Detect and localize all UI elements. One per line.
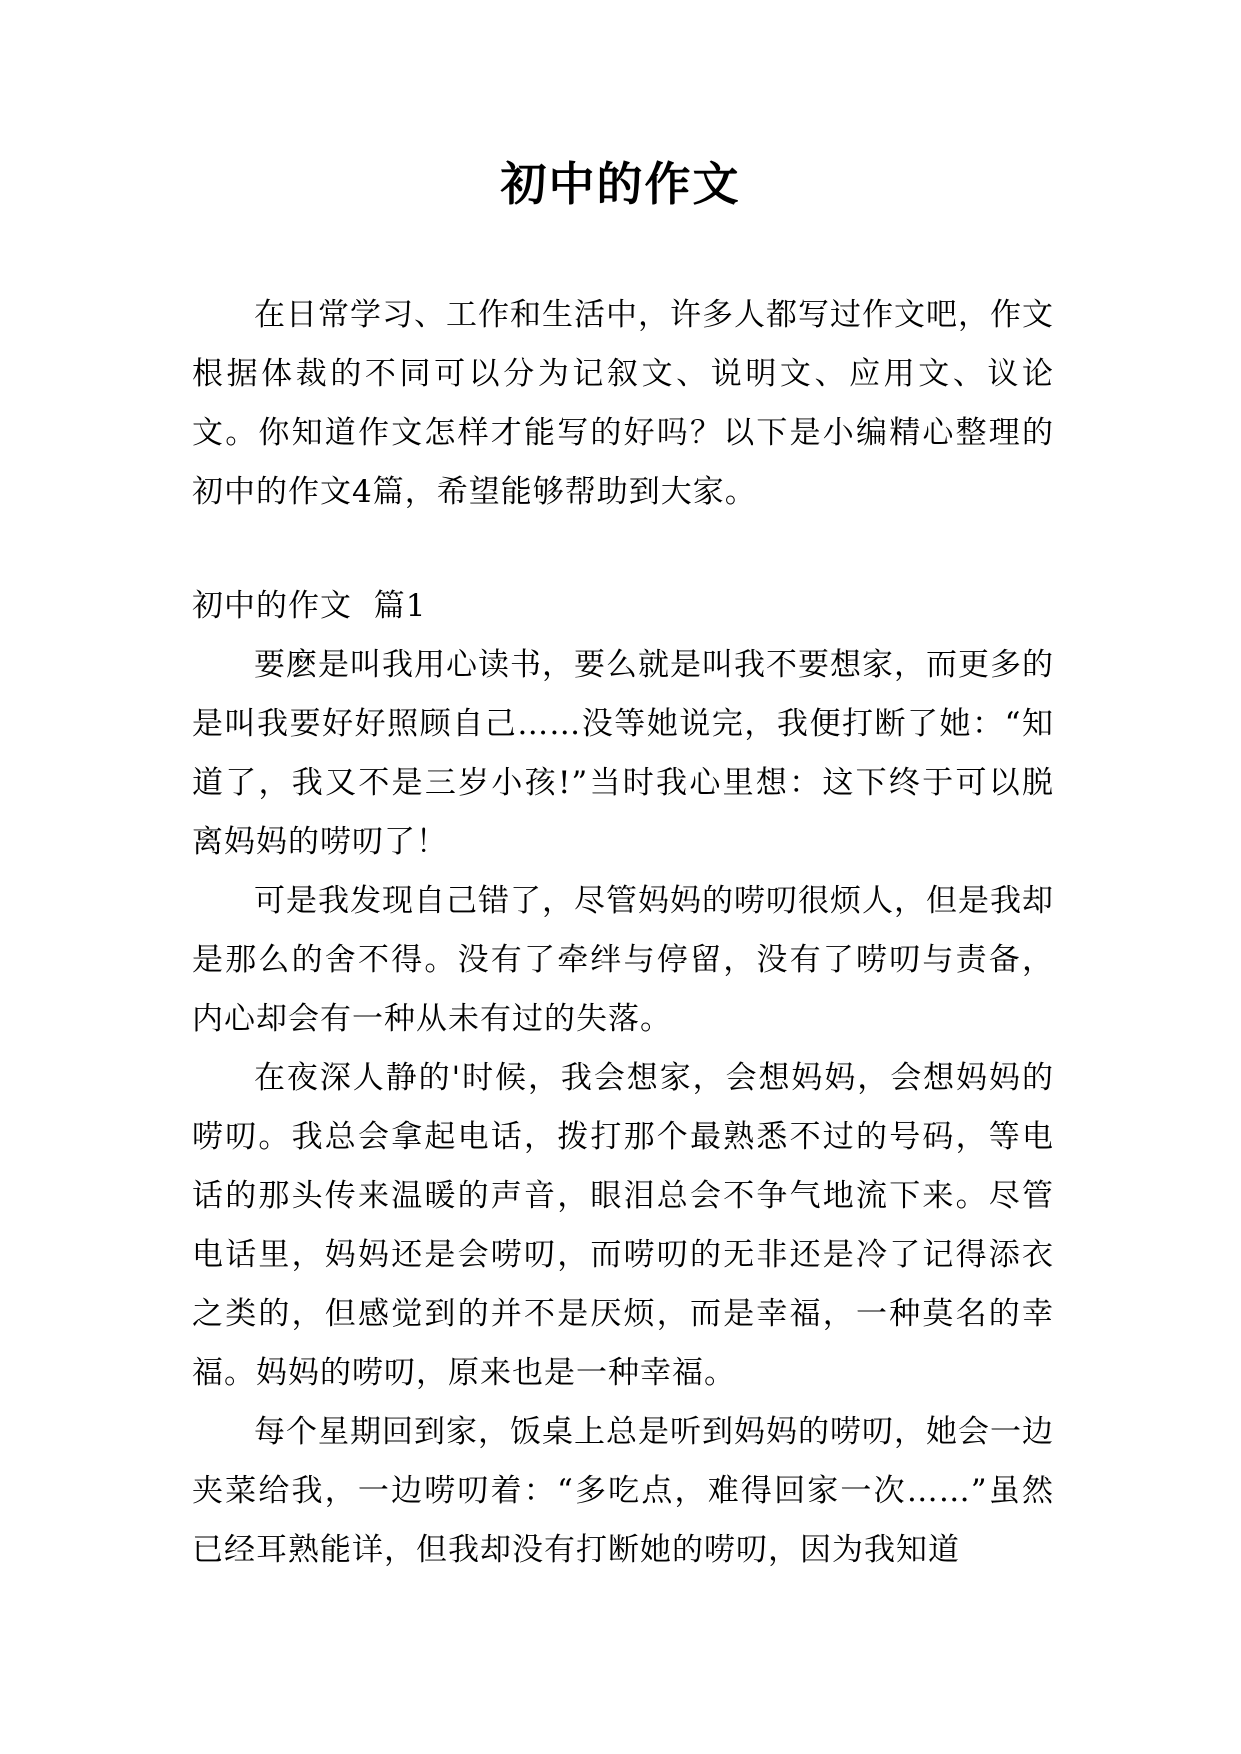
section-heading: 初中的作文 篇1 xyxy=(192,588,427,624)
document-title: 初中的作文 xyxy=(500,157,741,211)
document-body xyxy=(192,286,1054,1580)
body-paragraph-3: 在夜深人静的'时候，我会想家，会想妈妈，会想妈妈的唠叨。我总会拿起电话，拨打那个最熟悉不过的号码，等电话的那头传来温暖的声音，眼泪总会不争气地流下来。尽管电话里，妈妈还是会唠叨，而唠叨的无非还是冷了记得添衣之类的，但感觉到的并不是厌烦，而是幸福，一种莫名的幸福。妈妈的唠叨，原来也是一种幸福。 xyxy=(192,1060,1054,1391)
section-spacer xyxy=(192,522,1054,577)
body-paragraph-2: 可是我发现自己错了，尽管妈妈的唠叨很烦人，但是我却是那么的舍不得。没有了牵绊与停留，没有了唠叨与责备，内心却会有一种从未有过的失落。 xyxy=(192,883,1054,1037)
body-paragraph-1: 要麽是叫我用心读书，要么就是叫我不要想家，而更多的是叫我要好好照顾自己……没等她说完，我便打断了她：“知道了，我又不是三岁小孩!”当时我心里想：这下终于可以脱离妈妈的唠叨了！ xyxy=(192,647,1054,860)
intro-paragraph: 在日常学习、工作和生活中，许多人都写过作文吧，作文根据体裁的不同可以分为记叙文、说明文、应用文、议论文。你知道作文怎样才能写的好吗？以下是小编精心整理的初中的作文4篇，希望能够帮助到大家。 xyxy=(192,297,1054,510)
body-paragraph-4: 每个星期回到家，饭桌上总是听到妈妈的唠叨，她会一边夹菜给我，一边唠叨着：“多吃点，难得回家一次……”虽然已经耳熟能详，但我却没有打断她的唠叨，因为我知道 xyxy=(192,1414,1054,1568)
